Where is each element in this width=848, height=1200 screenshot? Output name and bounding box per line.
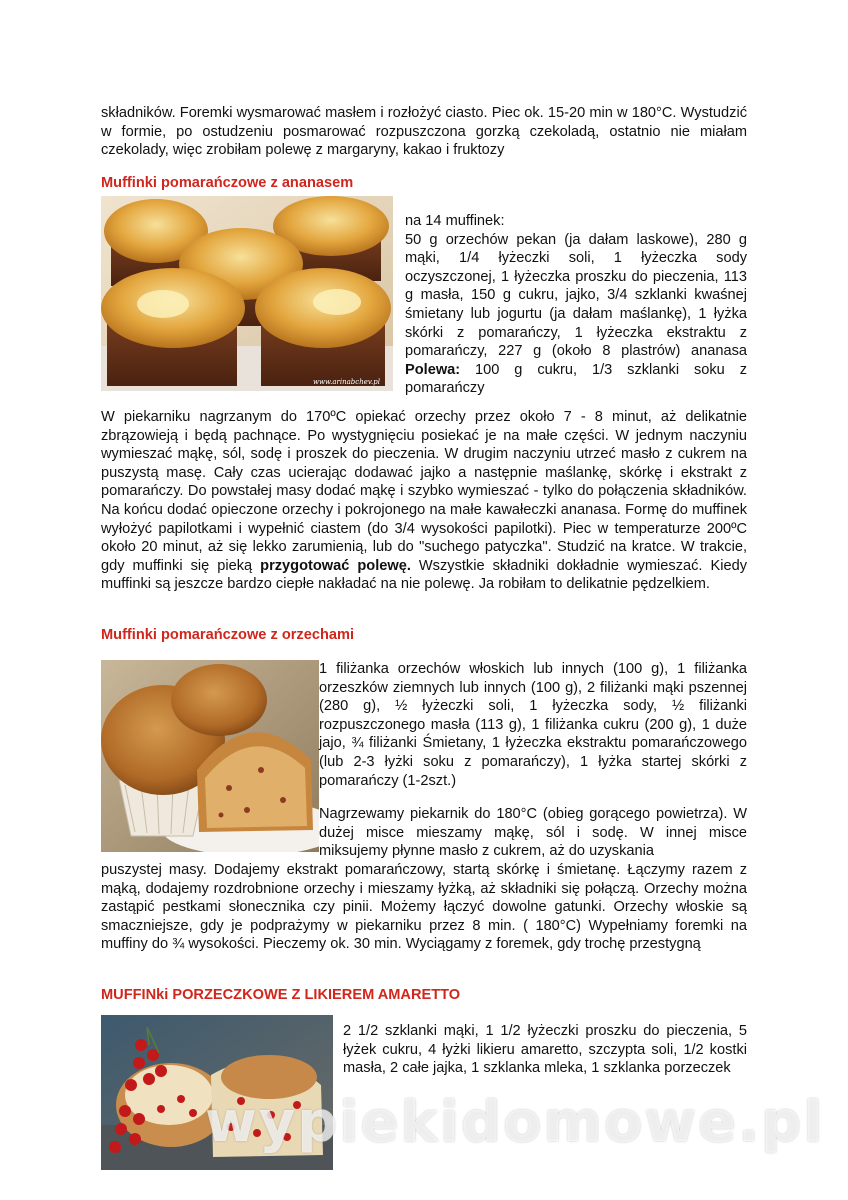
recipe-title-currant: MUFFINki PORZECZKOWE Z LIKIEREM AMARETTO <box>101 987 461 1003</box>
glaze-ingredients: 100 g cukru, 1/3 szklanki soku z pomarańczy <box>405 361 747 397</box>
method-nuts-b: puszystej masy. Dodajemy ekstrakt pomarańczowy, startą skórkę i śmietanę. Łączymy razem z mąką, dodajemy rozdrobnione orzechy i mieszamy łyżką, aż składniki się połączą. Orzechy można zastąpić pestkami słonecznika czy pinii. Możemy łączyć dowolne gatunki. Orzechy włoskie są smaczniejsze, gdy je podprażymy w piekarniku przez 8 min. ( 180°C) Wypełniamy foremki na muffiny do ¾ wysokości. Pieczemy ok. 30 min. Wyciągamy z foremek, gdy trochę przestygną <box>101 862 747 953</box>
recipe-title-nuts: Muffinki pomarańczowe z orzechami <box>101 627 355 643</box>
muffin-photo-nuts <box>101 660 319 852</box>
ingredients-nuts: 1 filiżanka orzechów włoskich lub innych (100 g), 1 filiżanka orzeszków ziemnych lub innych (100 g), 2 filiżanki mąki pszennej (280 g), ½ łyżeczki soli, 1 łyżeczka sody, ½ filiżanki rozpuszczonego masła (113 g), 1 filiżanka cukru (200 g), 1 duże jajo, ¾ filiżanki Śmietany, 1 łyżeczka ekstraktu pomarańczowego (lub 2-3 łyżki soku z pomarańczy), 1 łyżka startej skórki z pomarańczy (1-2szt.) <box>319 661 747 789</box>
method-glaze-bold: przygotować polewę. <box>260 557 411 574</box>
muffin-photo-pineapple <box>101 196 393 391</box>
ingredients-list: 50 g orzechów pekan (ja dałam laskowe), 280 g mąki, 1/4 łyżeczki soli, 1 łyżeczka sody oczyszczonej, 1 łyżeczka proszku do pieczenia, 113 g masła, 150 g cukru, jajko, 3/4 szklanki kwaśnej śmietany lub jogurtu (ja dałam maślankę), 1 łyżka skórki z pomarańczy, 1 łyżeczka ekstraktu z pomarańczy, 227 g (około 8 plastrów) ananasa <box>405 231 747 360</box>
muffin-nuts-image <box>101 660 319 852</box>
servings-line: na 14 muffinek: <box>405 213 505 229</box>
watermark: wypiekidomowe.pl <box>205 1090 825 1155</box>
photo-credit: www.arinabchev.pl <box>313 378 380 386</box>
method-nuts-a: Nagrzewamy piekarnik do 180°C (obieg gorącego powietrza). W dużej misce mieszamy mąkę, sól i sodę. W innej misce miksujemy płynne masło z cukrem, aż do uzyskania <box>319 806 747 860</box>
method-text: W piekarniku nagrzanym do 170ºC opiekać orzechy przez około 7 - 8 minut, aż delikatnie zbrązowieją i będą pachnące. Po wystygnięciu posiekać je na małe części. W jednym naczyniu wymieszać mąkę, sól, sodę i proszek do pieczenia. W drugim naczyniu utrzeć masło z cukrem na puszystą masę. Cały czas ucierając dodawać jajko a następnie maślankę, skórkę i ekstrakt z pomarańczy. Do powstałej masy dodać mąkę i szybko wymieszać - tylko do połączenia składników. Na końcu dodać opieczone orzechy i pokrojonego na małe kawałeczki ananasa. Formę do muffinek wyłożyć papilotkami i wypełnić ciastem (do 3/4 wysokości papilotki). Piec w temperaturze 200ºC około 20 minut, aż się lekko zarumienią, lub do "suchego patyczka". Studzić na kratce. W trakcie, gdy muffinki się pieką <box>101 409 747 574</box>
recipe-title-pineapple: Muffinki pomarańczowe z ananasem <box>101 175 354 191</box>
method-text-end: Wszystkie składniki dokładnie wymieszać. Kiedy muffinki są jeszcze bardzo ciepłe nakładać na nie polewę. Ja robiłam to delikatnie pędzelkiem. <box>101 557 747 593</box>
ingredients-pineapple <box>405 212 747 398</box>
muffin-pineapple-image <box>101 196 393 391</box>
ingredients-currant: 2 1/2 szklanki mąki, 1 1/2 łyżeczki proszku do pieczenia, 5 łyżek cukru, 4 łyżki likieru amaretto, szczypta soli, 1/2 kostki masła, 2 całe jajka, 1 szklanka mleka, 1 szklanka porzeczek <box>343 1023 747 1077</box>
glaze-label: Polewa: <box>405 361 461 378</box>
method-pineapple <box>101 408 747 594</box>
intro-paragraph: składników. Foremki wysmarować masłem i rozłożyć ciasto. Piec ok. 15-20 min w 180°C. Wystudzić w formie, po ostudzeniu posmarować rozpuszczona gorzką czekoladą, ostatnio nie miałam czekolady, więc zrobiłam polewę z margaryny, kakao i fruktozy <box>101 105 747 159</box>
